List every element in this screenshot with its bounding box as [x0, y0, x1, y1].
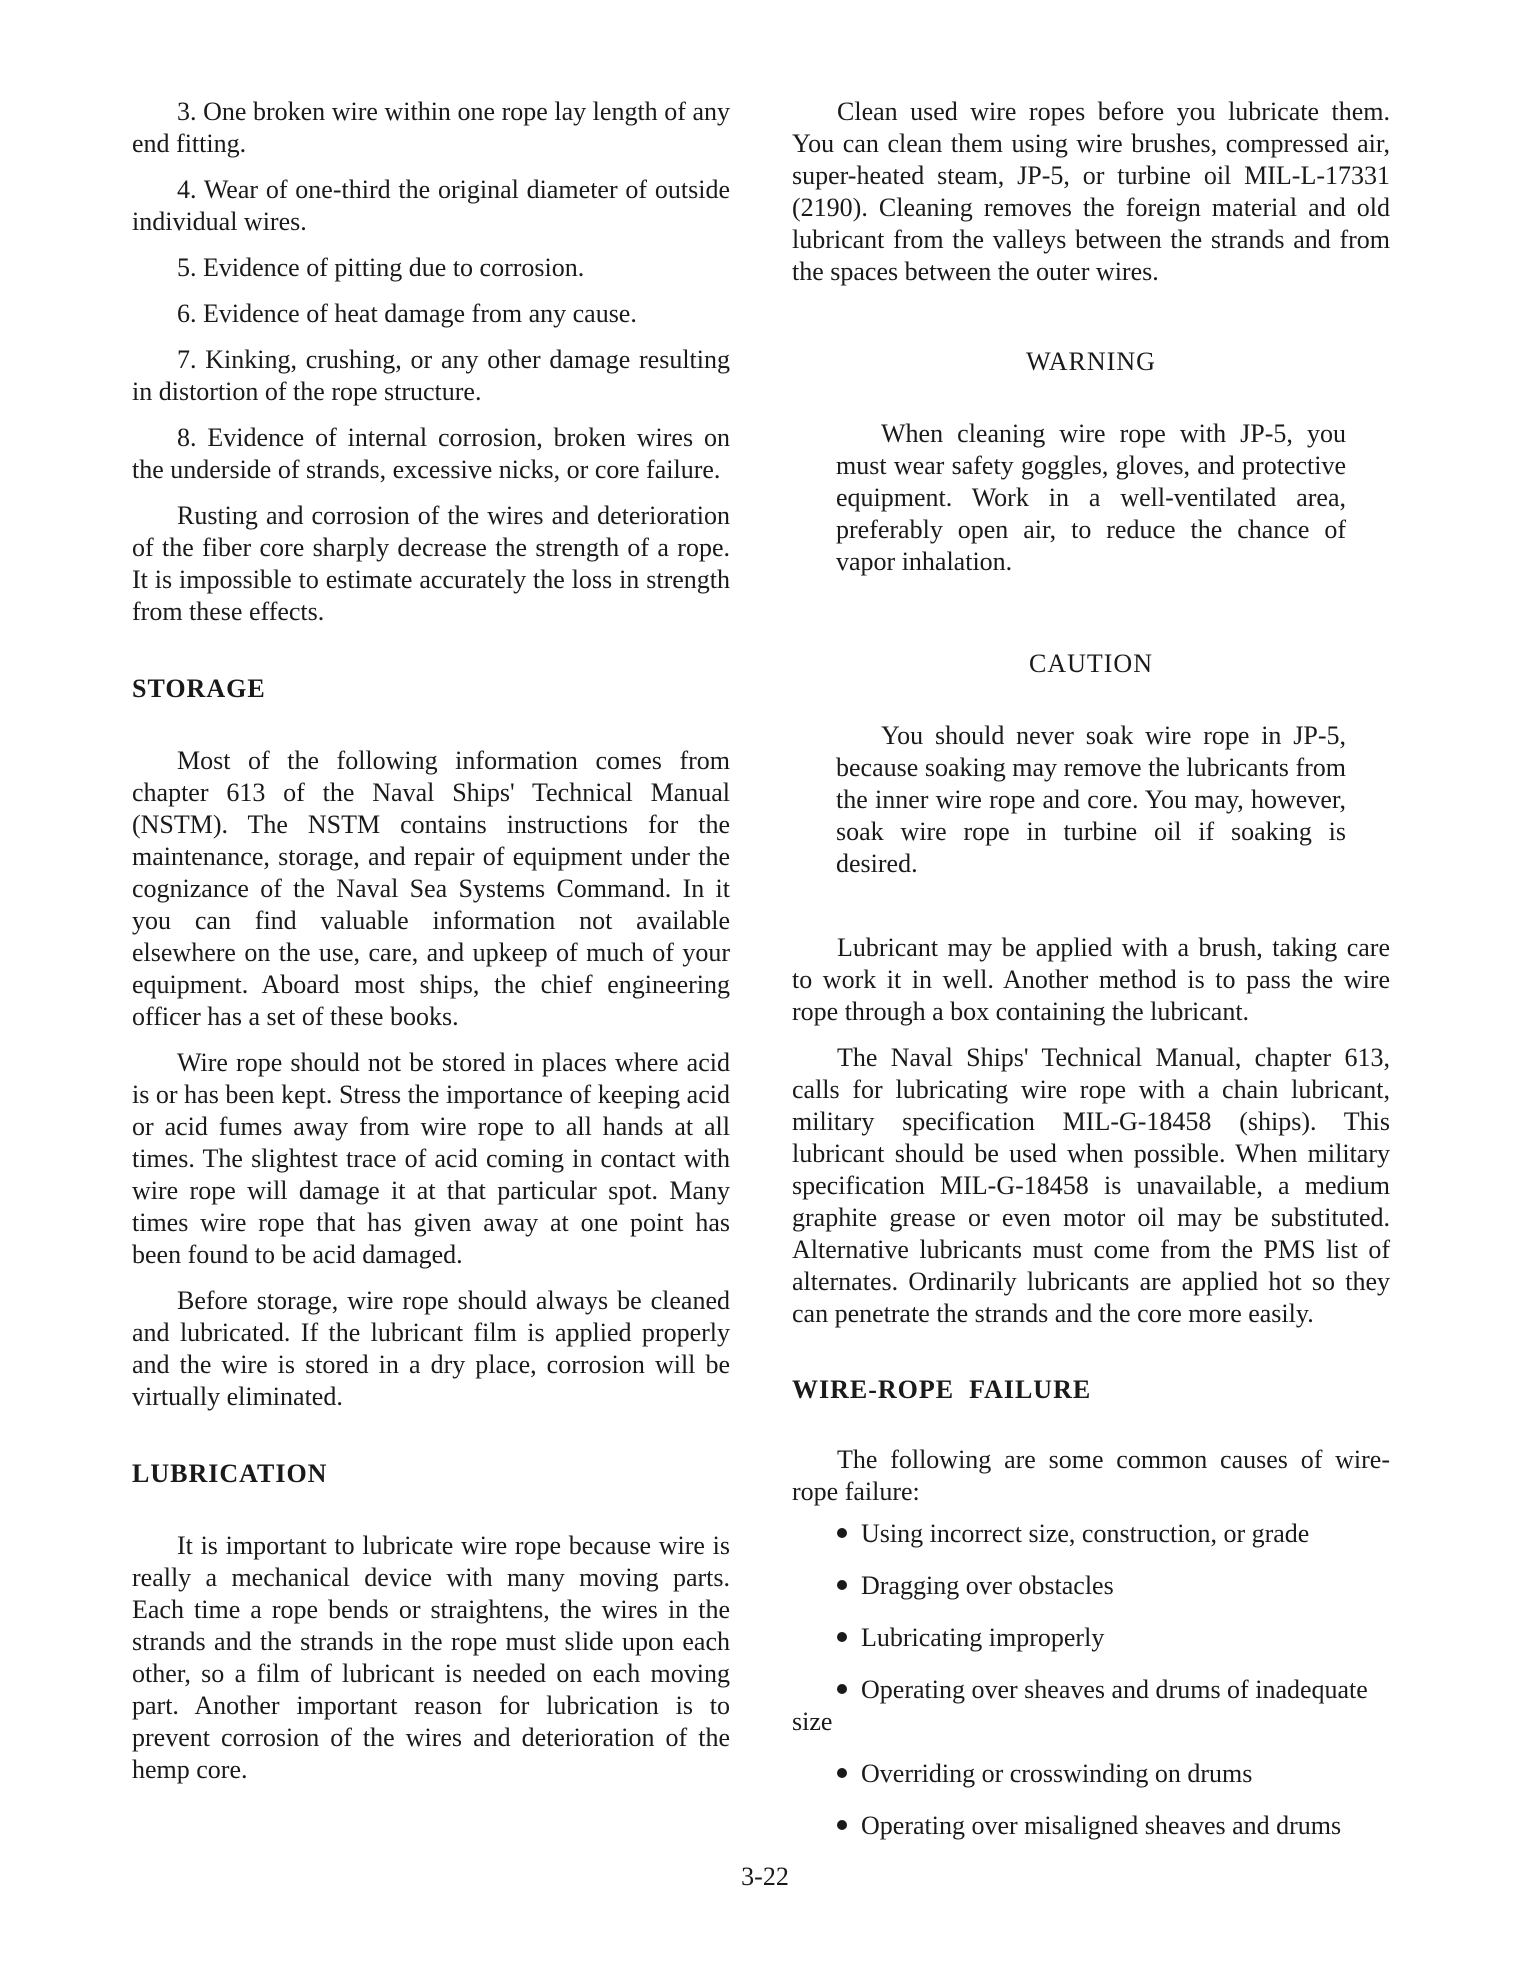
right-column — [792, 96, 1390, 1862]
storage-paragraph-nstm: Most of the following information comes from chapter 613 of the Naval Ships' Technical Manual (NSTM). The NSTM contains instructions for the maintenance, storage, and repair of equipment under the cognizance of the Naval Sea Systems Command. In it you can find valuable information not available elsewhere on the use, care, and upkeep of much of your equipment. Aboard most ships, the chief engineering officer has a set of these books. — [132, 746, 730, 1031]
bullet-icon — [837, 1768, 847, 1778]
lubrication-heading: LUBRICATION — [132, 1459, 328, 1488]
lubricant-application-paragraph: Lubricant may be applied with a brush, taking care to work it in well. Another method is to pass the wire rope through a box containing the lubricant. — [792, 933, 1390, 1026]
left-column — [132, 96, 730, 1786]
wire-rope-failure-intro: The following are some common causes of wire-rope failure: — [792, 1445, 1390, 1506]
list-item-7: 7. Kinking, crushing, or any other damage resulting in distortion of the rope structure. — [132, 345, 730, 406]
bullet-icon — [837, 1820, 847, 1830]
warning-body: When cleaning wire rope with JP-5, you must wear safety goggles, gloves, and protective equipment. Work in a well-ventilated area, preferably open air, to reduce the chance of vapor inhalation. — [836, 419, 1346, 576]
list-item-8: 8. Evidence of internal corrosion, broken wires on the underside of strands, excessive nicks, or core failure. — [132, 423, 730, 484]
list-item-3: 3. One broken wire within one rope lay length of any end fitting. — [132, 97, 730, 158]
lubrication-paragraph: It is important to lubricate wire rope because wire is really a mechanical device with many moving parts. Each time a rope bends or straightens, the wires in the strands and the strands in the rope must slide upon each other, so a film of lubricant is needed on each moving part. Another important reason for lubrication is to prevent corrosion of the wires and deterioration of the hemp core. — [132, 1531, 730, 1784]
rusting-paragraph: Rusting and corrosion of the wires and deterioration of the fiber core sharply decrease the strength of a rope. It is impossible to estimate accurately the loss in strength from these effects. — [132, 501, 730, 626]
bullet-icon — [837, 1632, 847, 1642]
list-item: Using incorrect size, construction, or grade — [792, 1518, 1390, 1550]
list-item: Overriding or crosswinding on drums — [792, 1758, 1390, 1790]
list-item: Dragging over obstacles — [792, 1570, 1390, 1602]
bullet-icon — [837, 1580, 847, 1590]
page-number: 3-22 — [741, 1862, 789, 1891]
failure-causes-list — [792, 1518, 1390, 1842]
wire-rope-failure-heading: WIRE-ROPE FAILURE — [792, 1375, 1092, 1404]
bullet-icon — [837, 1528, 847, 1538]
storage-paragraph-cleaning: Before storage, wire rope should always be cleaned and lubricated. If the lubricant film is applied properly and the wire is stored in a dry place, corrosion will be virtually eliminated. — [132, 1286, 730, 1411]
cleaning-paragraph: Clean used wire ropes before you lubricate them. You can clean them using wire brushes, compressed air, super-heated steam, JP-5, or turbine oil MIL-L-17331 (2190). Cleaning removes the foreign material and old lubricant from the valleys between the strands and from the spaces between the outer wires. — [792, 97, 1390, 286]
list-item: Lubricating improperly — [792, 1622, 1390, 1654]
storage-paragraph-acid: Wire rope should not be stored in places where acid is or has been kept. Stress the importance of keeping acid or acid fumes away from wire rope to all hands at all times. The slightest trace of acid coming in contact with wire rope will damage it at that particular spot. Many times wire rope that has given away at one point has been found to be acid damaged. — [132, 1048, 730, 1269]
list-item-4: 4. Wear of one-third the original diameter of outside individual wires. — [132, 175, 730, 236]
warning-title: WARNING — [1026, 347, 1156, 376]
bullet-icon — [837, 1684, 847, 1694]
list-item-6: 6. Evidence of heat damage from any cause. — [177, 299, 637, 328]
list-item: Operating over sheaves and drums of inadequate size — [792, 1675, 1368, 1736]
nstm-lubricant-paragraph: The Naval Ships' Technical Manual, chapter 613, calls for lubricating wire rope with a chain lubricant, military specification MIL-G-18458 (ships). This lubricant should be used when possible. When military specification MIL-G-18458 is unavailable, a medium graphite grease or even motor oil may be substituted. Alternative lubricants must come from the PMS list of alternates. Ordinarily lubricants are applied hot so they can penetrate the strands and the core more easily. — [792, 1043, 1390, 1328]
caution-body: You should never soak wire rope in JP-5, because soaking may remove the lubricants from the inner wire rope and core. You may, however, soak wire rope in turbine oil if soaking is desired. — [836, 721, 1346, 878]
storage-heading: STORAGE — [132, 674, 266, 703]
caution-title: CAUTION — [1029, 649, 1153, 678]
list-item: Operating over misaligned sheaves and drums — [792, 1810, 1390, 1842]
list-item-5: 5. Evidence of pitting due to corrosion. — [177, 253, 585, 282]
